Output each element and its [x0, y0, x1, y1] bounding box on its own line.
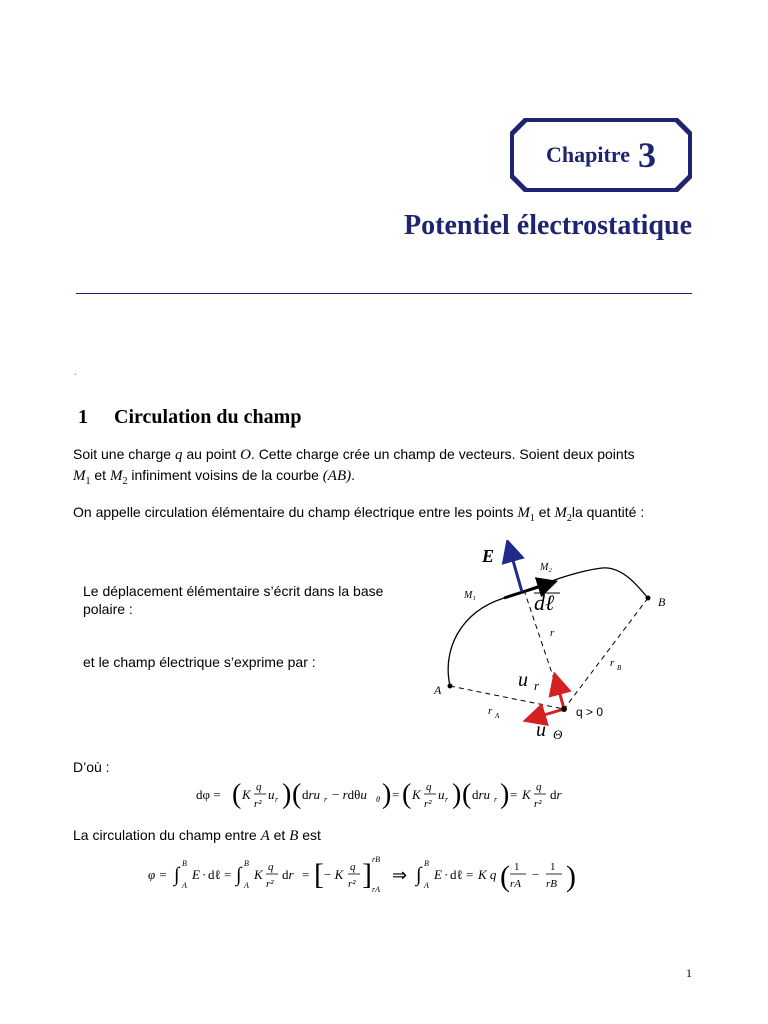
radius-ra — [450, 686, 564, 709]
svg-text:r: r — [275, 795, 279, 804]
point-a — [448, 684, 453, 689]
svg-text:q: q — [536, 781, 542, 793]
label-utheta: u — [536, 719, 546, 741]
paragraph-intro: Soit une charge q au point O. Cette charge crée un champ de vecteurs. Soient deux points $M_1$ et $M_2$ infiniment voisins de la courbe (AB). — [73, 446, 635, 487]
chapter-number: 3 — [637, 135, 656, 175]
paragraph-field: et le champ électrique s’exprime par : — [83, 654, 316, 670]
label-e: E — [482, 546, 495, 566]
m2-symbol: $M_2$ — [109, 468, 128, 487]
svg-text:− rdθu: − rdθu — [332, 787, 367, 802]
svg-text:E: E — [192, 867, 200, 882]
svg-text:(: ( — [462, 779, 472, 810]
svg-text:=: = — [302, 867, 310, 882]
label-ra: r — [488, 705, 493, 717]
svg-text:A: A — [495, 712, 500, 720]
stray-dot: . — [74, 367, 77, 378]
svg-text:(: ( — [500, 860, 510, 893]
svg-text:u: u — [268, 787, 275, 802]
svg-text:=: = — [510, 787, 518, 802]
svg-text:u: u — [438, 787, 445, 802]
svg-text:K: K — [242, 787, 251, 802]
chapter-label: Chapitre — [546, 142, 630, 167]
svg-text:θ: θ — [376, 795, 380, 804]
svg-text:r²: r² — [348, 878, 356, 890]
svg-text:r²: r² — [424, 798, 432, 810]
svg-text:): ) — [282, 779, 292, 810]
svg-text:dru: dru — [472, 787, 491, 802]
svg-text:− K: − K — [324, 867, 344, 882]
section-heading — [78, 406, 301, 429]
svg-text:]: ] — [362, 858, 372, 891]
svg-text:r²: r² — [254, 798, 262, 810]
svg-text:q: q — [268, 861, 274, 873]
equation-phi — [148, 850, 618, 898]
svg-text:rA: rA — [372, 885, 380, 894]
svg-text:A: A — [424, 881, 429, 890]
svg-text:dℓ: dℓ — [450, 867, 463, 882]
label-ur: u — [518, 669, 528, 691]
label-m1: M₁ — [464, 590, 476, 601]
paragraph-circulation: La circulation du champ entre A et B est — [73, 827, 321, 844]
svg-text:B: B — [244, 859, 249, 868]
svg-text:): ) — [566, 860, 576, 893]
svg-text:(: ( — [232, 779, 242, 810]
chapter-badge — [510, 118, 692, 192]
ur-vector — [557, 683, 564, 709]
svg-text:K: K — [254, 867, 263, 882]
svg-text:r: r — [534, 678, 540, 693]
utheta-vector — [534, 709, 564, 718]
page-number: 1 — [686, 966, 692, 980]
chapter-title: Potentiel électrostatique — [404, 210, 692, 241]
svg-text:K: K — [522, 787, 531, 802]
label-charge: q > 0 — [576, 705, 604, 719]
svg-text:): ) — [500, 779, 510, 810]
section-number: 1 — [78, 406, 88, 428]
svg-text:rB: rB — [546, 878, 557, 890]
paragraph-displacement: Le déplacement élémentaire s’écrit dans la base polaire : — [83, 583, 384, 617]
label-rb: r — [610, 657, 615, 669]
svg-text:K q: K q — [478, 867, 497, 882]
svg-text:φ =: φ = — [148, 867, 168, 882]
svg-text:r²: r² — [534, 798, 542, 810]
label-dl: dℓ — [534, 590, 555, 615]
charge-point — [561, 706, 567, 712]
paragraph-hence: D’où : — [73, 759, 110, 775]
svg-text:K: K — [412, 787, 421, 802]
label-r: r — [550, 627, 555, 639]
svg-text:dru: dru — [302, 787, 321, 802]
svg-text:[: [ — [314, 858, 324, 891]
label-a: A — [434, 683, 442, 697]
point-b — [646, 596, 651, 601]
label-b: B — [658, 595, 666, 609]
svg-text:1: 1 — [514, 861, 520, 873]
title-rule — [76, 293, 692, 294]
svg-text:): ) — [382, 779, 392, 810]
svg-text:r: r — [494, 795, 498, 804]
svg-text:r: r — [324, 795, 328, 804]
e-vector — [510, 550, 522, 592]
svg-text:=: = — [392, 787, 400, 802]
svg-text:B: B — [182, 859, 187, 868]
svg-text:Θ: Θ — [553, 727, 563, 742]
svg-text:dℓ: dℓ — [208, 867, 221, 882]
svg-text:A: A — [182, 881, 187, 890]
svg-text:=: = — [466, 867, 474, 882]
paragraph-definition: On appelle circulation élémentaire du champ électrique entre les points $M_1$ et $M_2la$ quantité : — [73, 504, 645, 524]
svg-text:q: q — [350, 861, 356, 873]
svg-text:dr: dr — [282, 867, 294, 882]
svg-text:·: · — [444, 867, 449, 882]
svg-text:⇒: ⇒ — [392, 865, 408, 885]
svg-text:r: r — [445, 795, 449, 804]
label-m2: M₂ — [540, 562, 552, 573]
svg-text:rA: rA — [510, 878, 521, 890]
svg-text:(: ( — [402, 779, 412, 810]
svg-text:dr: dr — [550, 787, 562, 802]
section-title: Circulation du champ — [114, 406, 302, 428]
svg-text:B: B — [617, 664, 622, 672]
svg-text:B: B — [424, 859, 429, 868]
svg-text:q: q — [426, 781, 432, 793]
svg-text:1: 1 — [550, 861, 556, 873]
svg-text:(: ( — [292, 779, 302, 810]
svg-text:∫: ∫ — [416, 864, 422, 886]
equation-dphi — [196, 772, 586, 816]
svg-text:·: · — [202, 867, 207, 882]
svg-text:rB: rB — [372, 855, 380, 864]
svg-text:r²: r² — [266, 878, 274, 890]
svg-text:A: A — [244, 881, 249, 890]
svg-text:=: = — [224, 867, 232, 882]
radius-rb — [564, 598, 648, 709]
svg-text:q: q — [256, 781, 262, 793]
svg-text:): ) — [452, 779, 462, 810]
svg-text:∫: ∫ — [174, 864, 180, 886]
svg-text:E: E — [434, 867, 442, 882]
point-m2 — [546, 582, 551, 587]
m1-symbol: $M_1$ — [73, 468, 91, 487]
svg-text:∫: ∫ — [236, 864, 242, 886]
svg-text:dφ =: dφ = — [196, 787, 221, 802]
circulation-diagram — [420, 540, 680, 750]
svg-text:−: − — [532, 867, 540, 882]
